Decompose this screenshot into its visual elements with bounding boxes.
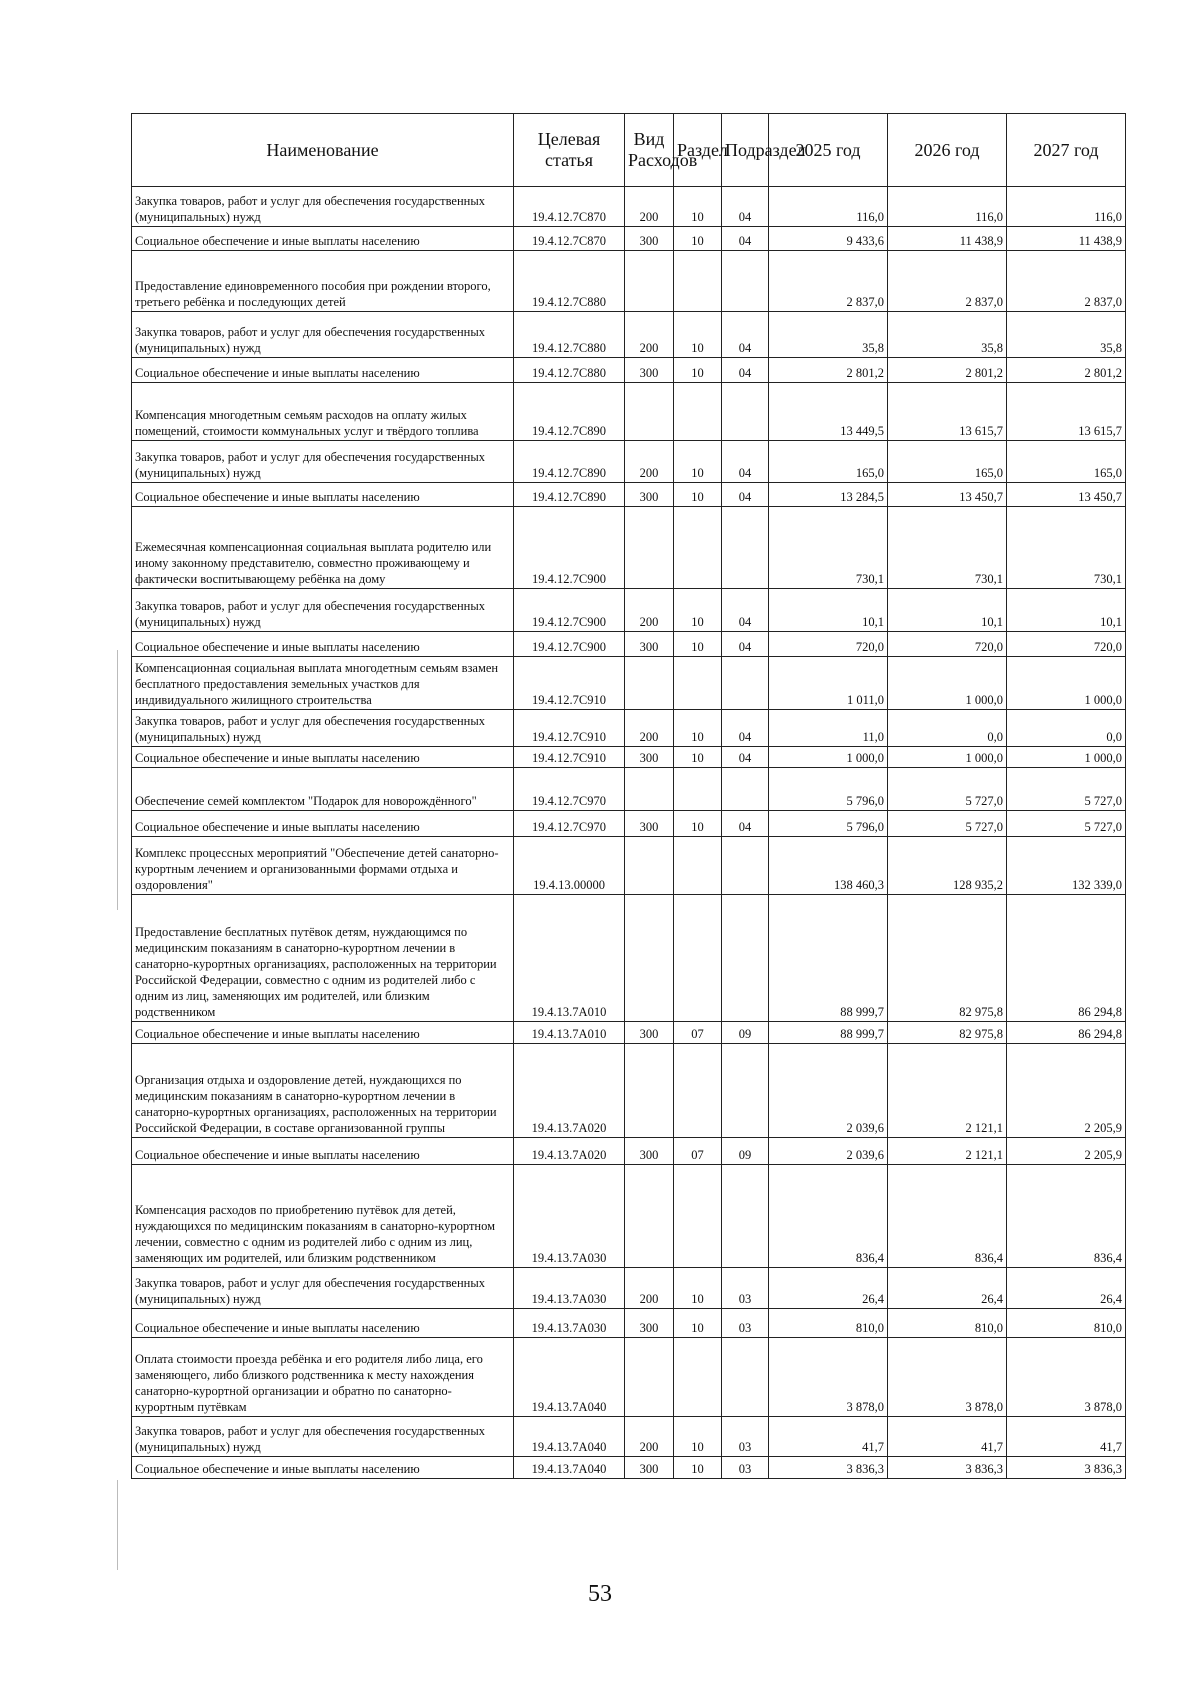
expense-type: 300 bbox=[625, 747, 674, 768]
value-2027: 35,8 bbox=[1007, 312, 1126, 358]
value-2025: 11,0 bbox=[769, 710, 888, 747]
section: 10 bbox=[674, 710, 722, 747]
value-2025: 1 000,0 bbox=[769, 747, 888, 768]
subsection: 03 bbox=[722, 1309, 769, 1338]
value-2026: 836,4 bbox=[888, 1165, 1007, 1268]
section: 10 bbox=[674, 747, 722, 768]
subsection: 09 bbox=[722, 1022, 769, 1044]
expense-type bbox=[625, 1165, 674, 1268]
row-name: Социальное обеспечение и иные выплаты населению bbox=[132, 1022, 514, 1044]
subsection bbox=[722, 768, 769, 811]
subsection: 04 bbox=[722, 312, 769, 358]
row-name: Закупка товаров, работ и услуг для обеспечения государственных (муниципальных) нужд bbox=[132, 710, 514, 747]
page-number: 53 bbox=[588, 1581, 612, 1607]
header-expense-type: Вид Расходов bbox=[625, 114, 674, 187]
subsection: 04 bbox=[722, 187, 769, 227]
value-2025: 88 999,7 bbox=[769, 1022, 888, 1044]
target-article: 19.4.12.7С900 bbox=[514, 589, 625, 632]
target-article: 19.4.13.7А010 bbox=[514, 895, 625, 1022]
expense-type bbox=[625, 1338, 674, 1417]
table-row bbox=[132, 811, 1126, 837]
row-name: Ежемесячная компенсационная социальная выплата родителю или иному законному представителю, совместно проживающему и фактически воспитывающему ребёнка на дому bbox=[132, 507, 514, 589]
value-2027: 5 727,0 bbox=[1007, 768, 1126, 811]
table-row bbox=[132, 227, 1126, 251]
table-row bbox=[132, 710, 1126, 747]
header-section: Раздел bbox=[674, 114, 722, 187]
subsection: 04 bbox=[722, 589, 769, 632]
target-article: 19.4.13.7А020 bbox=[514, 1138, 625, 1165]
value-2025: 9 433,6 bbox=[769, 227, 888, 251]
value-2025: 13 449,5 bbox=[769, 383, 888, 441]
expense-type bbox=[625, 895, 674, 1022]
table-row bbox=[132, 1417, 1126, 1457]
value-2025: 138 460,3 bbox=[769, 837, 888, 895]
table-row bbox=[132, 589, 1126, 632]
expense-type bbox=[625, 768, 674, 811]
section bbox=[674, 383, 722, 441]
subsection bbox=[722, 895, 769, 1022]
expense-type: 300 bbox=[625, 811, 674, 837]
section: 10 bbox=[674, 589, 722, 632]
row-name: Закупка товаров, работ и услуг для обеспечения государственных (муниципальных) нужд bbox=[132, 589, 514, 632]
row-name: Закупка товаров, работ и услуг для обеспечения государственных (муниципальных) нужд bbox=[132, 441, 514, 483]
target-article: 19.4.12.7С910 bbox=[514, 710, 625, 747]
section: 07 bbox=[674, 1138, 722, 1165]
value-2026: 35,8 bbox=[888, 312, 1007, 358]
expense-type bbox=[625, 251, 674, 312]
expense-type bbox=[625, 1044, 674, 1138]
value-2026: 26,4 bbox=[888, 1268, 1007, 1309]
subsection: 04 bbox=[722, 811, 769, 837]
section bbox=[674, 507, 722, 589]
value-2027: 116,0 bbox=[1007, 187, 1126, 227]
expense-type: 200 bbox=[625, 187, 674, 227]
header-target-article: Целевая статья bbox=[514, 114, 625, 187]
value-2026: 810,0 bbox=[888, 1309, 1007, 1338]
expense-type: 300 bbox=[625, 632, 674, 657]
value-2025: 3 836,3 bbox=[769, 1457, 888, 1479]
section bbox=[674, 251, 722, 312]
row-name: Социальное обеспечение и иные выплаты населению bbox=[132, 1457, 514, 1479]
value-2025: 26,4 bbox=[769, 1268, 888, 1309]
header-2025: 2025 год bbox=[769, 114, 888, 187]
value-2027: 86 294,8 bbox=[1007, 895, 1126, 1022]
row-name: Комплекс процессных мероприятий "Обеспечение детей санаторно-курортным лечением и организованными формами отдыха и оздоровления" bbox=[132, 837, 514, 895]
value-2025: 730,1 bbox=[769, 507, 888, 589]
subsection bbox=[722, 1338, 769, 1417]
section: 10 bbox=[674, 1417, 722, 1457]
value-2026: 5 727,0 bbox=[888, 811, 1007, 837]
expense-type: 300 bbox=[625, 483, 674, 507]
target-article: 19.4.12.7С880 bbox=[514, 251, 625, 312]
table-row bbox=[132, 895, 1126, 1022]
section bbox=[674, 1165, 722, 1268]
subsection bbox=[722, 837, 769, 895]
value-2027: 3 836,3 bbox=[1007, 1457, 1126, 1479]
value-2025: 810,0 bbox=[769, 1309, 888, 1338]
table-row bbox=[132, 383, 1126, 441]
expense-type bbox=[625, 507, 674, 589]
expense-type: 300 bbox=[625, 227, 674, 251]
subsection: 03 bbox=[722, 1268, 769, 1309]
expense-type: 300 bbox=[625, 1022, 674, 1044]
value-2026: 5 727,0 bbox=[888, 768, 1007, 811]
value-2025: 13 284,5 bbox=[769, 483, 888, 507]
value-2027: 0,0 bbox=[1007, 710, 1126, 747]
row-name: Социальное обеспечение и иные выплаты населению bbox=[132, 227, 514, 251]
value-2027: 1 000,0 bbox=[1007, 747, 1126, 768]
value-2027: 836,4 bbox=[1007, 1165, 1126, 1268]
value-2026: 3 836,3 bbox=[888, 1457, 1007, 1479]
value-2025: 10,1 bbox=[769, 589, 888, 632]
subsection: 04 bbox=[722, 747, 769, 768]
subsection: 04 bbox=[722, 483, 769, 507]
row-name: Социальное обеспечение и иные выплаты населению bbox=[132, 632, 514, 657]
expense-type: 200 bbox=[625, 589, 674, 632]
value-2027: 2 801,2 bbox=[1007, 358, 1126, 383]
row-name: Закупка товаров, работ и услуг для обеспечения государственных (муниципальных) нужд bbox=[132, 1417, 514, 1457]
table-row bbox=[132, 657, 1126, 710]
row-name: Компенсация расходов по приобретению путёвок для детей, нуждающихся по медицинским показаниям в санаторно-курортном лечении, совместно с одним из родителей либо с одним из лиц, заменяющих им родителей, или близким родственником bbox=[132, 1165, 514, 1268]
target-article: 19.4.12.7С890 bbox=[514, 383, 625, 441]
section: 10 bbox=[674, 358, 722, 383]
table-row bbox=[132, 1044, 1126, 1138]
expense-type: 300 bbox=[625, 1138, 674, 1165]
value-2026: 116,0 bbox=[888, 187, 1007, 227]
value-2027: 41,7 bbox=[1007, 1417, 1126, 1457]
scan-margin-line bbox=[117, 1480, 118, 1570]
value-2026: 13 615,7 bbox=[888, 383, 1007, 441]
expense-type bbox=[625, 383, 674, 441]
section: 10 bbox=[674, 312, 722, 358]
value-2026: 165,0 bbox=[888, 441, 1007, 483]
target-article: 19.4.13.7А030 bbox=[514, 1268, 625, 1309]
row-name: Оплата стоимости проезда ребёнка и его родителя либо лица, его заменяющего, либо близкого родственника к месту нахождения санаторно-курортной организации и обратно по санаторно-курортным путёвкам bbox=[132, 1338, 514, 1417]
value-2026: 2 121,1 bbox=[888, 1044, 1007, 1138]
value-2026: 1 000,0 bbox=[888, 657, 1007, 710]
value-2025: 88 999,7 bbox=[769, 895, 888, 1022]
value-2025: 1 011,0 bbox=[769, 657, 888, 710]
target-article: 19.4.12.7С970 bbox=[514, 768, 625, 811]
subsection: 03 bbox=[722, 1457, 769, 1479]
table-row bbox=[132, 507, 1126, 589]
subsection: 09 bbox=[722, 1138, 769, 1165]
value-2025: 5 796,0 bbox=[769, 811, 888, 837]
value-2026: 13 450,7 bbox=[888, 483, 1007, 507]
section: 10 bbox=[674, 811, 722, 837]
row-name: Компенсационная социальная выплата многодетным семьям взамен бесплатного предоставления земельных участков для индивидуального жилищного строительства bbox=[132, 657, 514, 710]
row-name: Социальное обеспечение и иные выплаты населению bbox=[132, 1309, 514, 1338]
row-name: Закупка товаров, работ и услуг для обеспечения государственных (муниципальных) нужд bbox=[132, 187, 514, 227]
value-2027: 10,1 bbox=[1007, 589, 1126, 632]
row-name: Закупка товаров, работ и услуг для обеспечения государственных (муниципальных) нужд bbox=[132, 312, 514, 358]
target-article: 19.4.12.7С890 bbox=[514, 441, 625, 483]
expense-type: 200 bbox=[625, 1417, 674, 1457]
value-2026: 1 000,0 bbox=[888, 747, 1007, 768]
subsection: 03 bbox=[722, 1417, 769, 1457]
section bbox=[674, 1044, 722, 1138]
expense-type bbox=[625, 837, 674, 895]
row-name: Обеспечение семей комплектом "Подарок для новорождённого" bbox=[132, 768, 514, 811]
subsection bbox=[722, 1044, 769, 1138]
value-2027: 26,4 bbox=[1007, 1268, 1126, 1309]
expense-type: 200 bbox=[625, 710, 674, 747]
expense-type: 200 bbox=[625, 1268, 674, 1309]
table-row bbox=[132, 1165, 1126, 1268]
value-2026: 730,1 bbox=[888, 507, 1007, 589]
header-2027: 2027 год bbox=[1007, 114, 1126, 187]
table-row bbox=[132, 1138, 1126, 1165]
table-row bbox=[132, 837, 1126, 895]
section: 10 bbox=[674, 227, 722, 251]
section bbox=[674, 837, 722, 895]
row-name: Предоставление единовременного пособия при рождении второго, третьего ребёнка и последующих детей bbox=[132, 251, 514, 312]
expense-type: 300 bbox=[625, 1457, 674, 1479]
target-article: 19.4.12.7С880 bbox=[514, 358, 625, 383]
value-2026: 2 801,2 bbox=[888, 358, 1007, 383]
table-row bbox=[132, 358, 1126, 383]
subsection: 04 bbox=[722, 632, 769, 657]
value-2025: 2 039,6 bbox=[769, 1044, 888, 1138]
value-2027: 13 615,7 bbox=[1007, 383, 1126, 441]
target-article: 19.4.12.7С900 bbox=[514, 632, 625, 657]
header-subsection: Подраздел bbox=[722, 114, 769, 187]
value-2027: 2 205,9 bbox=[1007, 1138, 1126, 1165]
table-row bbox=[132, 768, 1126, 811]
target-article: 19.4.13.7А040 bbox=[514, 1338, 625, 1417]
header-name: Наименование bbox=[132, 114, 514, 187]
subsection: 04 bbox=[722, 441, 769, 483]
value-2025: 5 796,0 bbox=[769, 768, 888, 811]
value-2025: 836,4 bbox=[769, 1165, 888, 1268]
value-2027: 11 438,9 bbox=[1007, 227, 1126, 251]
table-row bbox=[132, 187, 1126, 227]
section: 10 bbox=[674, 187, 722, 227]
section bbox=[674, 895, 722, 1022]
value-2026: 41,7 bbox=[888, 1417, 1007, 1457]
table-body bbox=[132, 187, 1126, 1479]
row-name: Социальное обеспечение и иные выплаты населению bbox=[132, 1138, 514, 1165]
scan-margin-line bbox=[117, 650, 118, 910]
section: 10 bbox=[674, 1268, 722, 1309]
section: 10 bbox=[674, 441, 722, 483]
expense-type: 200 bbox=[625, 441, 674, 483]
subsection bbox=[722, 383, 769, 441]
table-row bbox=[132, 1338, 1126, 1417]
value-2027: 2 205,9 bbox=[1007, 1044, 1126, 1138]
value-2026: 720,0 bbox=[888, 632, 1007, 657]
table-row bbox=[132, 1022, 1126, 1044]
value-2027: 165,0 bbox=[1007, 441, 1126, 483]
value-2026: 11 438,9 bbox=[888, 227, 1007, 251]
target-article: 19.4.13.7А010 bbox=[514, 1022, 625, 1044]
value-2025: 2 837,0 bbox=[769, 251, 888, 312]
value-2025: 720,0 bbox=[769, 632, 888, 657]
table-row bbox=[132, 251, 1126, 312]
target-article: 19.4.12.7С970 bbox=[514, 811, 625, 837]
section: 07 bbox=[674, 1022, 722, 1044]
value-2027: 5 727,0 bbox=[1007, 811, 1126, 837]
row-name: Социальное обеспечение и иные выплаты населению bbox=[132, 811, 514, 837]
value-2025: 165,0 bbox=[769, 441, 888, 483]
section bbox=[674, 657, 722, 710]
section: 10 bbox=[674, 632, 722, 657]
value-2026: 82 975,8 bbox=[888, 895, 1007, 1022]
section bbox=[674, 768, 722, 811]
target-article: 19.4.12.7С880 bbox=[514, 312, 625, 358]
target-article: 19.4.12.7С870 bbox=[514, 227, 625, 251]
expense-type bbox=[625, 657, 674, 710]
table-header-row bbox=[132, 114, 1126, 187]
value-2027: 13 450,7 bbox=[1007, 483, 1126, 507]
value-2027: 810,0 bbox=[1007, 1309, 1126, 1338]
subsection: 04 bbox=[722, 227, 769, 251]
value-2026: 10,1 bbox=[888, 589, 1007, 632]
value-2027: 730,1 bbox=[1007, 507, 1126, 589]
row-name: Социальное обеспечение и иные выплаты населению bbox=[132, 483, 514, 507]
value-2025: 116,0 bbox=[769, 187, 888, 227]
expense-type: 200 bbox=[625, 312, 674, 358]
section: 10 bbox=[674, 1457, 722, 1479]
subsection bbox=[722, 657, 769, 710]
value-2025: 2 801,2 bbox=[769, 358, 888, 383]
expense-type: 300 bbox=[625, 1309, 674, 1338]
table-row bbox=[132, 747, 1126, 768]
value-2027: 86 294,8 bbox=[1007, 1022, 1126, 1044]
section: 10 bbox=[674, 1309, 722, 1338]
target-article: 19.4.13.00000 bbox=[514, 837, 625, 895]
value-2025: 2 039,6 bbox=[769, 1138, 888, 1165]
row-name: Компенсация многодетным семьям расходов на оплату жилых помещений, стоимости коммунальных услуг и твёрдого топлива bbox=[132, 383, 514, 441]
row-name: Предоставление бесплатных путёвок детям, нуждающимся по медицинским показаниям в санаторно-курортном лечении в санаторно-курортных организациях, расположенных на территории Российской Федерации, совместно с одним из родителей либо с одним из лиц, заменяющих им родителей, или близким родственником bbox=[132, 895, 514, 1022]
expense-type: 300 bbox=[625, 358, 674, 383]
target-article: 19.4.12.7С910 bbox=[514, 657, 625, 710]
row-name: Социальное обеспечение и иные выплаты населению bbox=[132, 358, 514, 383]
value-2027: 1 000,0 bbox=[1007, 657, 1126, 710]
target-article: 19.4.13.7А040 bbox=[514, 1457, 625, 1479]
subsection: 04 bbox=[722, 358, 769, 383]
value-2026: 3 878,0 bbox=[888, 1338, 1007, 1417]
value-2026: 0,0 bbox=[888, 710, 1007, 747]
table-row bbox=[132, 441, 1126, 483]
subsection bbox=[722, 251, 769, 312]
header-2026: 2026 год bbox=[888, 114, 1007, 187]
value-2026: 128 935,2 bbox=[888, 837, 1007, 895]
table-row bbox=[132, 1309, 1126, 1338]
section bbox=[674, 1338, 722, 1417]
table-row bbox=[132, 312, 1126, 358]
target-article: 19.4.13.7А040 bbox=[514, 1417, 625, 1457]
value-2026: 2 121,1 bbox=[888, 1138, 1007, 1165]
section: 10 bbox=[674, 483, 722, 507]
row-name: Организация отдыха и оздоровление детей, нуждающихся по медицинским показаниям в санаторно-курортном лечении в санаторно-курортных организациях, расположенных на территории Российской Федерации, в составе организованной группы bbox=[132, 1044, 514, 1138]
table-row bbox=[132, 483, 1126, 507]
target-article: 19.4.13.7А020 bbox=[514, 1044, 625, 1138]
budget-table bbox=[131, 113, 1126, 1479]
subsection: 04 bbox=[722, 710, 769, 747]
value-2026: 82 975,8 bbox=[888, 1022, 1007, 1044]
target-article: 19.4.12.7С890 bbox=[514, 483, 625, 507]
table-row bbox=[132, 1457, 1126, 1479]
value-2025: 35,8 bbox=[769, 312, 888, 358]
subsection bbox=[722, 507, 769, 589]
value-2027: 2 837,0 bbox=[1007, 251, 1126, 312]
target-article: 19.4.12.7С910 bbox=[514, 747, 625, 768]
value-2027: 3 878,0 bbox=[1007, 1338, 1126, 1417]
value-2027: 720,0 bbox=[1007, 632, 1126, 657]
subsection bbox=[722, 1165, 769, 1268]
row-name: Социальное обеспечение и иные выплаты населению bbox=[132, 747, 514, 768]
target-article: 19.4.13.7А030 bbox=[514, 1309, 625, 1338]
row-name: Закупка товаров, работ и услуг для обеспечения государственных (муниципальных) нужд bbox=[132, 1268, 514, 1309]
value-2025: 3 878,0 bbox=[769, 1338, 888, 1417]
target-article: 19.4.12.7С900 bbox=[514, 507, 625, 589]
table-row bbox=[132, 632, 1126, 657]
target-article: 19.4.12.7С870 bbox=[514, 187, 625, 227]
value-2027: 132 339,0 bbox=[1007, 837, 1126, 895]
value-2026: 2 837,0 bbox=[888, 251, 1007, 312]
target-article: 19.4.13.7А030 bbox=[514, 1165, 625, 1268]
table-row bbox=[132, 1268, 1126, 1309]
value-2025: 41,7 bbox=[769, 1417, 888, 1457]
